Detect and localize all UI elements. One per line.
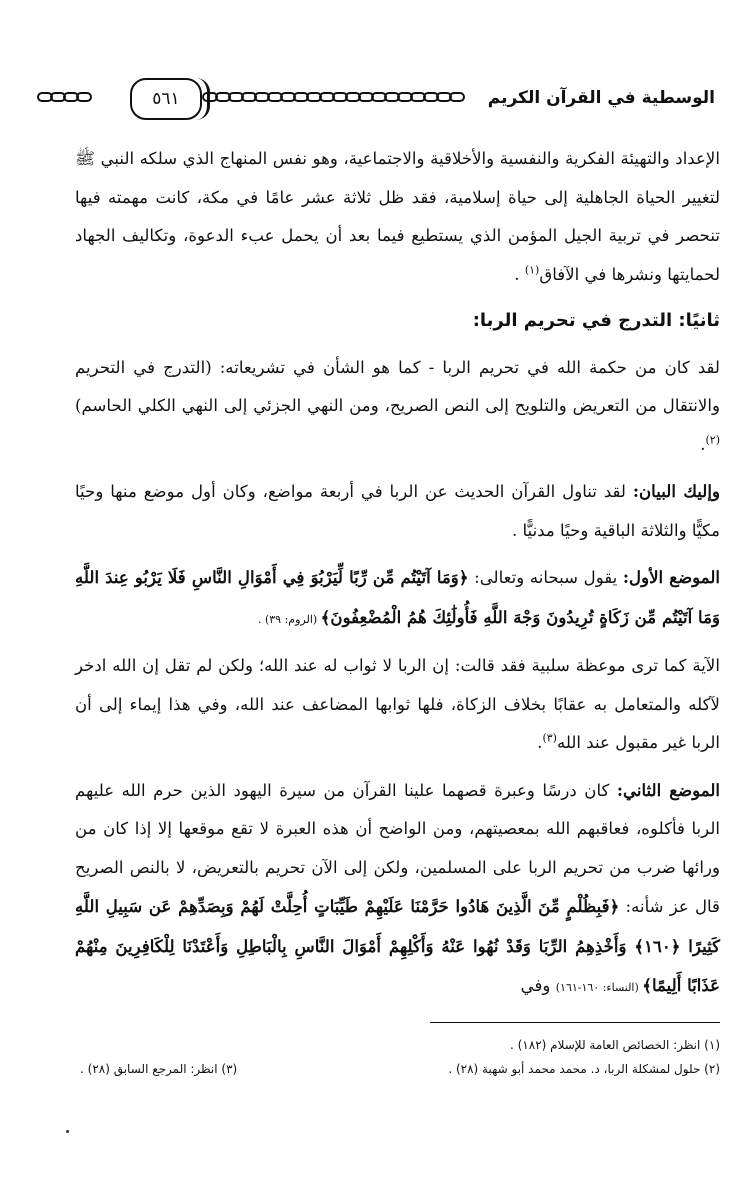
verse-reference: (الروم: ٣٩) . — [257, 612, 321, 626]
verse-reference: (النساء: ١٦٠-١٦١) — [555, 981, 643, 994]
footnote-divider — [430, 1022, 720, 1023]
paragraph: الآية كما ترى موعظة سلبية فقد قالت: إن الربا لا ثواب له عند الله؛ ولكن لم تقل إن الله ادخر لآكله والمتعامل به عقابًا بخلاف الزكاة، فلها ثوابها المضاعف عند الله، وفي هذا إيماء إلى أن الربا غير مقبول عند الله$^{(٣)}$. — [75, 656, 720, 752]
page-number-frame — [130, 78, 202, 120]
footnote-ref: (٢) — [705, 432, 720, 446]
quran-verse: ﴿وَمَا آتَيْتُم مِّن رِّبًا لِّيَرْبُوَ فِي أَمْوَالِ النَّاسِ فَلَا يَرْبُو عِندَ اللَّهِ وَمَا آتَيْتُم مِّن زَكَاةٍ تُرِيدُونَ وَجْهَ اللَّهِ فَأُولَٰئِكَ هُمُ الْمُضْعِفُونَ﴾ — [75, 567, 720, 627]
footnote: (٢) حلول لمشكلة الربا، د. محمد محمد أبو شهبة (٢٨) . — [448, 1062, 720, 1076]
ornament-chain-icon — [205, 92, 515, 106]
footnote: (٣) انظر: المرجع السابق (٢٨) . — [80, 1062, 238, 1076]
running-title: الوسطية في القرآن الكريم — [487, 88, 715, 108]
paragraph: وإليك البيان: لقد تناول القرآن الحديث عن الربا في أربعة مواضع، وكان أول موضع منها وحيًا مكيًّا والثلاثة الباقية وحيًا مدنيًّا . — [75, 481, 720, 540]
section-heading: ثانيًا: التدرج في تحريم الربا: — [472, 310, 720, 331]
footnote-ref: (١) — [524, 262, 540, 276]
footnote-row — [80, 1057, 720, 1081]
quran-verse: ﴿فَبِظُلْمٍ مِّنَ الَّذِينَ هَادُوا حَرَّمْنَا عَلَيْهِمْ طَيِّبَاتٍ أُحِلَّتْ لَهُمْ وَبِصَدِّهِمْ عَن سَبِيلِ اللَّهِ كَثِيرًا ﴿١٦٠﴾ وَأَخْذِهِمُ الرِّبَا وَقَدْ نُهُوا عَنْهُ وَأَكْلِهِمْ أَمْوَالَ النَّاسِ بِالْبَاطِلِ وَأَعْتَدْنَا لِلْكَافِرِينَ مِنْهُمْ عَذَابًا أَلِيمًا﴾ — [75, 896, 720, 995]
page-number: ٥٦١ — [152, 89, 180, 109]
ornament-chain-icon — [40, 92, 106, 106]
paragraph: لقد كان من حكمة الله في تحريم الربا - كما هو الشأن في تشريعاته: (التدرج في التحريم والانتقال من التعريض والتلويح إلى النص الصريح، ومن النهي الجزئي إلى النهي الكلي الحاسم)$^{(٢)}$. — [75, 357, 720, 454]
paragraph: الموضع الأول: يقول سبحانه وتعالى: ﴿وَمَا آتَيْتُم مِّن رِّبًا لِّيَرْبُوَ فِي أَمْوَالِ النَّاسِ فَلَا يَرْبُو عِندَ اللَّهِ وَمَا آتَيْتُم مِّن زَكَاةٍ تُرِيدُونَ وَجْهَ اللَّهِ فَأُولَٰئِكَ هُمُ الْمُضْعِفُونَ﴾ (الروم: ٣٩) . — [75, 567, 721, 627]
footnote-ref: (٣) — [542, 731, 557, 745]
paragraph: الموضع الثاني: كان درسًا وعبرة قصهما علينا القرآن من سيرة اليهود الذين حرم الله عليهم الربا فأكلوه، فعاقبهم الله بمعصيتهم، ومن الواضح أن هذه العبرة لا تقع موقعها إلا إذا كان من ورائها ضرب من تحريم الربا على المسلمين، ولكن إلى الآن تحريم بالتعريض، لا بالنص الصريح قال عز شأنه: ﴿فَبِظُلْمٍ مِّنَ الَّذِينَ هَادُوا حَرَّمْنَا عَلَيْهِمْ طَيِّبَاتٍ أُحِلَّتْ لَهُمْ وَبِصَدِّهِمْ عَن سَبِيلِ اللَّهِ كَثِيرًا ﴿١٦٠﴾ وَأَخْذِهِمُ الرِّبَا وَقَدْ نُهُوا عَنْهُ وَأَكْلِهِمْ أَمْوَالَ النَّاسِ بِالْبَاطِلِ وَأَعْتَدْنَا لِلْكَافِرِينَ مِنْهُمْ عَذَابًا أَلِيمًا﴾ (النساء: ١٦٠-١٦١) وفي — [75, 779, 720, 995]
footnote: (١) انظر: الخصائص العامة للإسلام (١٨٢) . — [509, 1038, 720, 1052]
page-header — [40, 78, 715, 124]
paragraph: الإعداد والتهيئة الفكرية والنفسية والأخلاقية والاجتماعية، وهو نفس المنهاج الذي سلكه النبي ﷺ لتغيير الحياة الجاهلية إلى حياة إسلامية، فقد ظل ثلاثة عشر عامًا في مكة، كانت مهمته فيها تنحصر في تربية الجيل المؤمن الذي يستطيع فيما بعد أن يحمل عبء الدعوة، وتكاليف الجهاد لحمايتها ونشرها في الآفاق$^{(١)}$ . — [75, 149, 720, 284]
footnotes — [80, 1033, 720, 1081]
page-speck — [66, 1130, 69, 1133]
body-text — [75, 140, 720, 1008]
